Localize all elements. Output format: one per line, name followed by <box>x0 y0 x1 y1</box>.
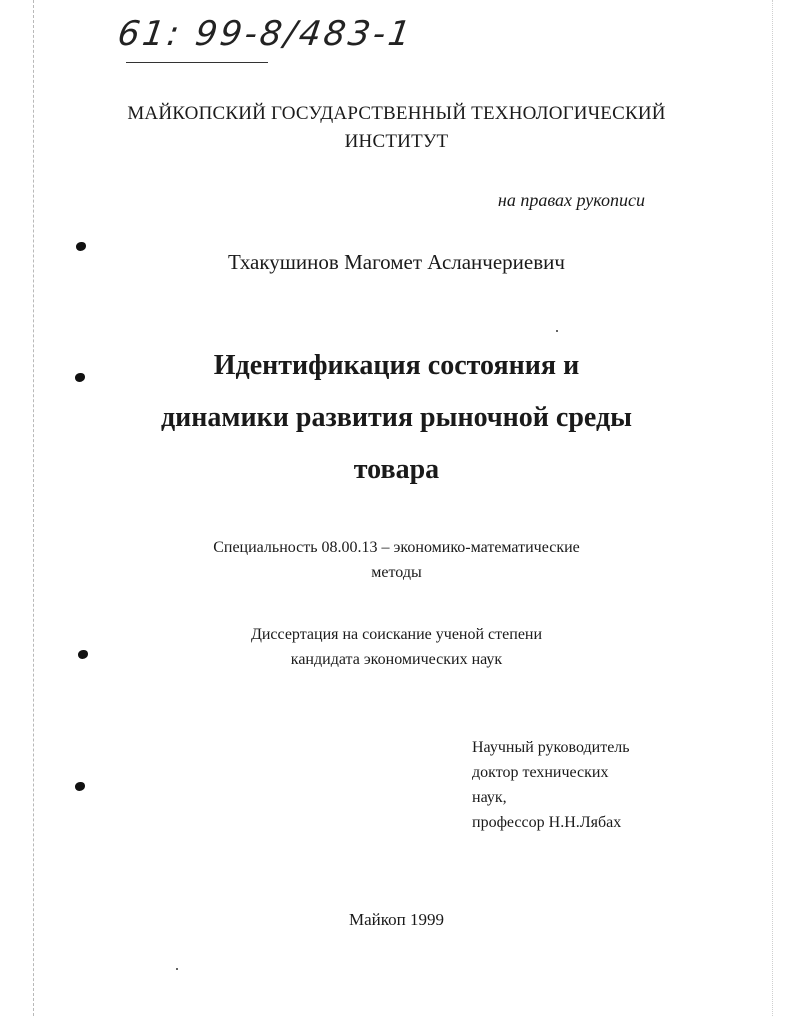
scan-speck <box>556 330 558 332</box>
dissertation-title <box>0 340 793 496</box>
handwritten-shelfmark: 61: 99-8/483-1 <box>115 14 416 54</box>
title-line-1: Идентификация состояния и <box>213 350 580 381</box>
degree-line-2: кандидата экономических наук <box>290 651 503 668</box>
supervisor-line-2: доктор технических <box>472 764 609 781</box>
scan-speck <box>176 968 178 970</box>
degree-statement <box>0 622 793 672</box>
shelfmark-underline <box>126 62 268 63</box>
author-name: Тхакушинов Магомет Асланчериевич <box>228 250 565 274</box>
institution-name <box>0 100 793 156</box>
supervisor-line-3: наук, <box>472 789 507 806</box>
title-line-2: динамики развития рыночной среды <box>161 402 632 433</box>
title-line-3: товара <box>353 454 440 485</box>
specialty-line-2: методы <box>371 564 422 581</box>
manuscript-rights-note: на правах рукописи <box>497 190 645 210</box>
supervisor-line-1: Научный руководитель <box>472 739 630 756</box>
specialty <box>0 535 793 585</box>
degree-line-1: Диссертация на соискание ученой степени <box>250 626 543 643</box>
binding-hole-mark <box>75 782 85 791</box>
supervisor-line-4: профессор Н.Н.Лябах <box>472 814 622 831</box>
institution-line-1: МАЙКОПСКИЙ ГОСУДАРСТВЕННЫЙ ТЕХНОЛОГИЧЕСКИЙ <box>127 103 666 124</box>
scientific-supervisor <box>472 735 630 835</box>
institution-line-2: ИНСТИТУТ <box>344 131 449 152</box>
specialty-line-1: Специальность 08.00.13 – экономико-математические <box>213 539 580 556</box>
city-and-year: Майкоп 1999 <box>348 910 444 929</box>
